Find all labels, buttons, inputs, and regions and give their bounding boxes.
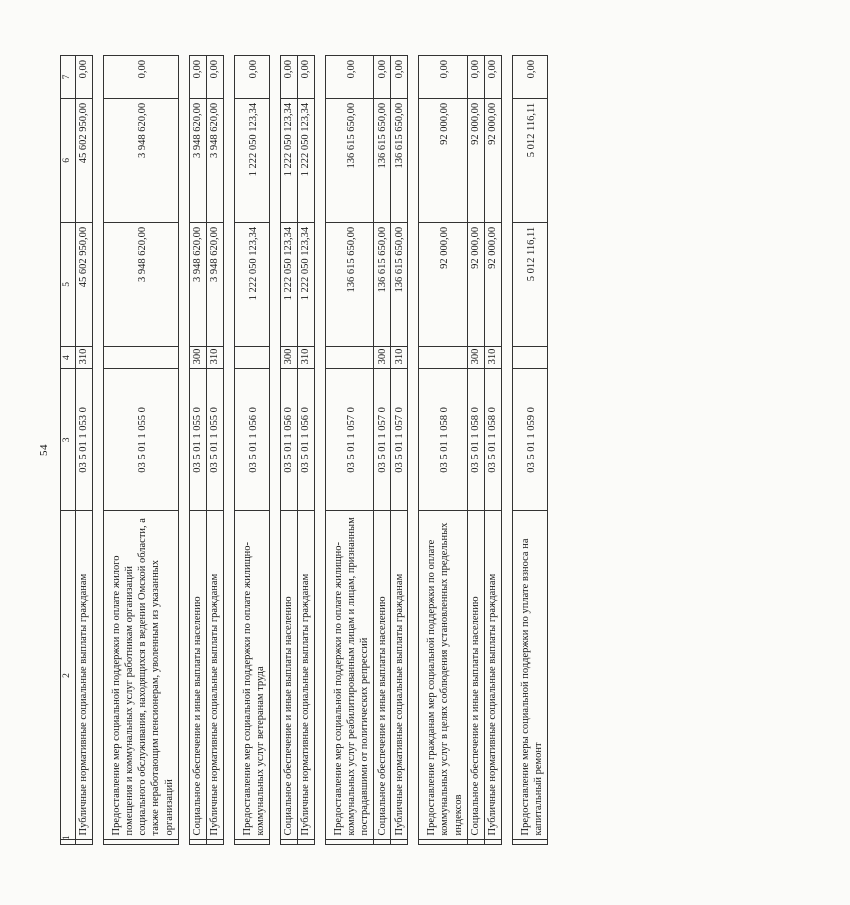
budget-table — [60, 55, 548, 845]
cell-code: 03 5 01 1 055 0 — [189, 369, 206, 511]
header-cell-6: 6 — [61, 98, 76, 222]
table-row — [391, 56, 408, 845]
cell-col1 — [325, 840, 373, 845]
cell-code: 03 5 01 1 059 0 — [512, 369, 547, 511]
header-cell-4: 4 — [61, 346, 76, 369]
cell-type: 310 — [76, 346, 93, 369]
cell-value-5: 3 948 620,00 — [189, 222, 206, 346]
separator-cell — [223, 222, 234, 346]
cell-value-6: 92 000,00 — [467, 98, 484, 222]
cell-value-5: 3 948 620,00 — [104, 222, 179, 346]
separator-cell — [178, 56, 189, 99]
cell-type — [104, 346, 179, 369]
table-row — [325, 56, 373, 845]
separator-cell — [501, 369, 512, 511]
separator-row — [178, 56, 189, 845]
table-row — [206, 56, 223, 845]
cell-value-5: 92 000,00 — [419, 222, 467, 346]
cell-value-7: 0,00 — [104, 56, 179, 99]
cell-col1 — [280, 840, 297, 845]
separator-cell — [269, 840, 280, 845]
cell-value-6: 3 948 620,00 — [189, 98, 206, 222]
cell-name: Предоставление мер социальной поддержки по оплате жилищно-коммунальных услуг ветеранам труда — [234, 511, 269, 840]
separator-cell — [269, 346, 280, 369]
cell-value-5: 3 948 620,00 — [206, 222, 223, 346]
cell-value-5: 136 615 650,00 — [391, 222, 408, 346]
separator-cell — [93, 222, 104, 346]
cell-name: Публичные нормативные социальные выплаты гражданам — [297, 511, 314, 840]
cell-type: 310 — [484, 346, 501, 369]
cell-name: Предоставление меры социальной поддержки по уплате взноса на капитальный ремонт — [512, 511, 547, 840]
cell-type: 310 — [206, 346, 223, 369]
separator-cell — [178, 511, 189, 840]
cell-value-5: 1 222 050 123,34 — [234, 222, 269, 346]
table-row — [189, 56, 206, 845]
cell-code: 03 5 01 1 057 0 — [325, 369, 373, 511]
cell-col1 — [374, 840, 391, 845]
separator-cell — [93, 98, 104, 222]
cell-type: 300 — [374, 346, 391, 369]
separator-cell — [408, 98, 419, 222]
cell-type: 300 — [280, 346, 297, 369]
cell-code: 03 5 01 1 057 0 — [374, 369, 391, 511]
header-cell-1: 1 — [61, 840, 76, 845]
table-row — [104, 56, 179, 845]
cell-value-7: 0,00 — [206, 56, 223, 99]
cell-col1 — [234, 840, 269, 845]
cell-value-7: 0,00 — [297, 56, 314, 99]
cell-code: 03 5 01 1 055 0 — [206, 369, 223, 511]
header-row — [61, 56, 76, 845]
separator-cell — [269, 56, 280, 99]
header-cell-2: 2 — [61, 511, 76, 840]
cell-col1 — [104, 840, 179, 845]
separator-cell — [269, 98, 280, 222]
table-stage — [60, 55, 850, 840]
separator-row — [93, 56, 104, 845]
table-row — [484, 56, 501, 845]
separator-row — [314, 56, 325, 845]
separator-cell — [93, 511, 104, 840]
cell-name: Предоставление гражданам мер социальной поддержки по оплате коммунальных услуг в целях соблюдения установленных предельных индексов — [419, 511, 467, 840]
cell-value-5: 45 602 950,00 — [76, 222, 93, 346]
cell-value-6: 45 602 950,00 — [76, 98, 93, 222]
cell-code: 03 5 01 1 056 0 — [234, 369, 269, 511]
cell-col1 — [484, 840, 501, 845]
cell-value-7: 0,00 — [484, 56, 501, 99]
cell-value-7: 0,00 — [234, 56, 269, 99]
separator-cell — [408, 511, 419, 840]
cell-value-6: 136 615 650,00 — [374, 98, 391, 222]
separator-cell — [408, 346, 419, 369]
cell-value-6: 92 000,00 — [484, 98, 501, 222]
cell-value-7: 0,00 — [280, 56, 297, 99]
separator-cell — [408, 369, 419, 511]
table-row — [467, 56, 484, 845]
cell-value-5: 92 000,00 — [484, 222, 501, 346]
cell-name: Предоставление мер социальной поддержки по оплате жилого помещения и коммунальных услуг работникам организаций социального обслуживания, находящихся в ведении Омской области, а также неработающим пенсионерам, уволенным из указанных организаций — [104, 511, 179, 840]
separator-cell — [314, 98, 325, 222]
rotated-page-content — [60, 55, 580, 845]
cell-name: Социальное обеспечение и иные выплаты населению — [467, 511, 484, 840]
cell-value-6: 5 012 116,11 — [512, 98, 547, 222]
cell-type: 300 — [189, 346, 206, 369]
cell-value-5: 136 615 650,00 — [325, 222, 373, 346]
header-cell-5: 5 — [61, 222, 76, 346]
separator-cell — [223, 840, 234, 845]
cell-name: Предоставление мер социальной поддержки по оплате жилищно-коммунальных услуг реабилитированным лицам и лицам, признанным пострадавшими от политических репрессий — [325, 511, 373, 840]
separator-cell — [314, 840, 325, 845]
header-cell-3: 3 — [61, 369, 76, 511]
cell-col1 — [419, 840, 467, 845]
separator-cell — [408, 840, 419, 845]
cell-code: 03 5 01 1 058 0 — [467, 369, 484, 511]
separator-cell — [93, 56, 104, 99]
cell-name: Публичные нормативные социальные выплаты гражданам — [206, 511, 223, 840]
cell-type — [419, 346, 467, 369]
cell-value-7: 0,00 — [325, 56, 373, 99]
table-row — [280, 56, 297, 845]
separator-cell — [178, 346, 189, 369]
cell-value-6: 92 000,00 — [419, 98, 467, 222]
separator-cell — [269, 511, 280, 840]
cell-value-7: 0,00 — [467, 56, 484, 99]
cell-type — [325, 346, 373, 369]
table-row — [512, 56, 547, 845]
cell-code: 03 5 01 1 058 0 — [419, 369, 467, 511]
cell-value-6: 1 222 050 123,34 — [297, 98, 314, 222]
cell-value-5: 1 222 050 123,34 — [297, 222, 314, 346]
separator-cell — [501, 840, 512, 845]
cell-type: 300 — [467, 346, 484, 369]
separator-cell — [501, 222, 512, 346]
cell-value-5: 5 012 116,11 — [512, 222, 547, 346]
separator-cell — [314, 346, 325, 369]
cell-name: Социальное обеспечение и иные выплаты населению — [280, 511, 297, 840]
separator-cell — [178, 222, 189, 346]
cell-value-6: 1 222 050 123,34 — [280, 98, 297, 222]
cell-value-7: 0,00 — [512, 56, 547, 99]
separator-cell — [93, 369, 104, 511]
cell-col1 — [206, 840, 223, 845]
page-number: 54 — [38, 444, 50, 456]
separator-cell — [223, 511, 234, 840]
separator-cell — [314, 56, 325, 99]
separator-cell — [223, 98, 234, 222]
separator-cell — [314, 511, 325, 840]
cell-type: 310 — [391, 346, 408, 369]
cell-value-5: 92 000,00 — [467, 222, 484, 346]
separator-cell — [269, 222, 280, 346]
cell-col1 — [467, 840, 484, 845]
cell-type — [234, 346, 269, 369]
cell-code: 03 5 01 1 056 0 — [280, 369, 297, 511]
separator-cell — [223, 346, 234, 369]
cell-col1 — [391, 840, 408, 845]
cell-name: Публичные нормативные социальные выплаты гражданам — [391, 511, 408, 840]
table-row — [234, 56, 269, 845]
cell-value-7: 0,00 — [76, 56, 93, 99]
cell-value-7: 0,00 — [391, 56, 408, 99]
cell-value-7: 0,00 — [374, 56, 391, 99]
separator-row — [501, 56, 512, 845]
separator-cell — [501, 346, 512, 369]
separator-cell — [269, 369, 280, 511]
separator-cell — [93, 346, 104, 369]
separator-cell — [501, 511, 512, 840]
cell-value-6: 136 615 650,00 — [391, 98, 408, 222]
separator-cell — [223, 56, 234, 99]
cell-code: 03 5 01 1 053 0 — [76, 369, 93, 511]
cell-type: 310 — [297, 346, 314, 369]
separator-cell — [178, 840, 189, 845]
separator-cell — [501, 98, 512, 222]
cell-name: Социальное обеспечение и иные выплаты населению — [189, 511, 206, 840]
cell-name: Публичные нормативные социальные выплаты гражданам — [76, 511, 93, 840]
cell-value-7: 0,00 — [189, 56, 206, 99]
separator-cell — [408, 222, 419, 346]
cell-col1 — [189, 840, 206, 845]
separator-cell — [408, 56, 419, 99]
separator-row — [223, 56, 234, 845]
separator-cell — [501, 56, 512, 99]
separator-cell — [314, 222, 325, 346]
cell-value-6: 3 948 620,00 — [104, 98, 179, 222]
separator-row — [269, 56, 280, 845]
header-cell-7: 7 — [61, 56, 76, 99]
cell-code: 03 5 01 1 057 0 — [391, 369, 408, 511]
separator-cell — [178, 369, 189, 511]
cell-col1 — [76, 840, 93, 845]
cell-name: Социальное обеспечение и иные выплаты населению — [374, 511, 391, 840]
cell-name: Публичные нормативные социальные выплаты гражданам — [484, 511, 501, 840]
cell-value-6: 136 615 650,00 — [325, 98, 373, 222]
cell-code: 03 5 01 1 058 0 — [484, 369, 501, 511]
cell-code: 03 5 01 1 055 0 — [104, 369, 179, 511]
cell-value-6: 1 222 050 123,34 — [234, 98, 269, 222]
cell-value-5: 1 222 050 123,34 — [280, 222, 297, 346]
table-row — [297, 56, 314, 845]
cell-value-7: 0,00 — [419, 56, 467, 99]
table-row — [419, 56, 467, 845]
cell-col1 — [512, 840, 547, 845]
cell-type — [512, 346, 547, 369]
separator-cell — [314, 369, 325, 511]
separator-cell — [93, 840, 104, 845]
table-row — [374, 56, 391, 845]
separator-cell — [178, 98, 189, 222]
table-row — [76, 56, 93, 845]
cell-col1 — [297, 840, 314, 845]
separator-cell — [223, 369, 234, 511]
cell-value-6: 3 948 620,00 — [206, 98, 223, 222]
cell-code: 03 5 01 1 056 0 — [297, 369, 314, 511]
cell-value-5: 136 615 650,00 — [374, 222, 391, 346]
separator-row — [408, 56, 419, 845]
